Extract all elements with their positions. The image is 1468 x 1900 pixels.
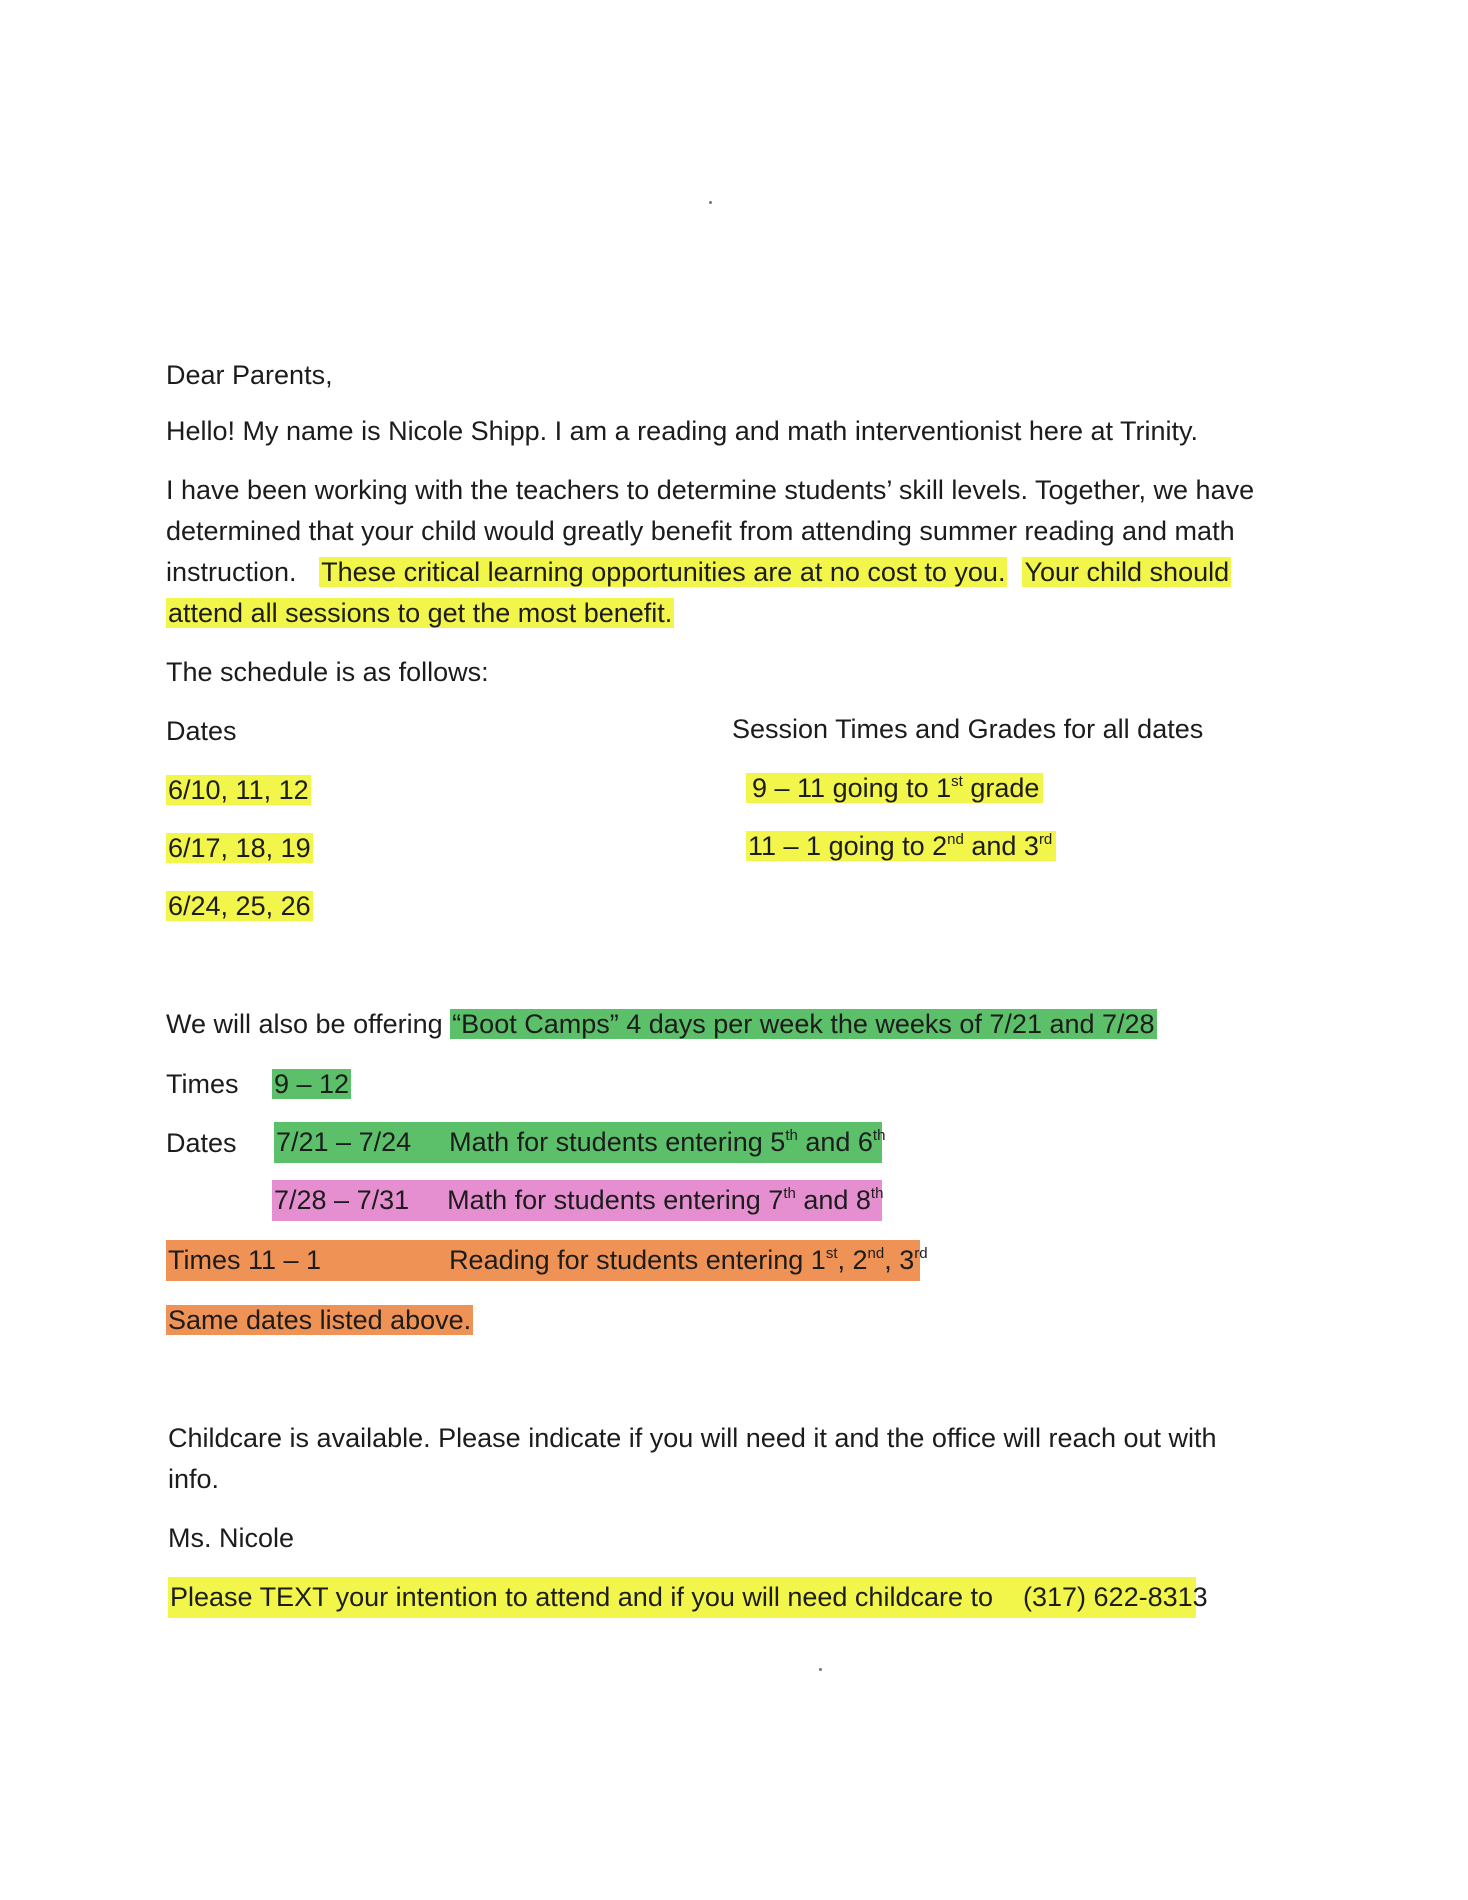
session-time: 9 – 11 going to 1st grade <box>746 768 1043 809</box>
schedule-date: 6/17, 18, 19 <box>168 833 311 863</box>
paragraph-line: I have been working with the teachers to determine students’ skill levels. Together, we have <box>166 475 1255 505</box>
boot-camp-intro: We will also be offering <box>166 1009 443 1039</box>
session-time: 11 – 1 going to 2nd and 3rd <box>746 826 1056 867</box>
text-notice: Please TEXT your intention to attend and if you will need childcare to (317) 622-8313 <box>168 1577 1196 1618</box>
greeting: Dear Parents, <box>166 360 333 390</box>
scan-speck <box>819 1668 822 1671</box>
paragraph-text: instruction. <box>166 557 297 587</box>
schedule-date: 6/24, 25, 26 <box>168 891 311 921</box>
no-cost-highlight: These critical learning opportunities are at no cost to you. <box>321 557 1006 587</box>
same-dates-note: Same dates listed above. <box>168 1305 472 1335</box>
session-times-header: Session Times and Grades for all dates <box>732 714 1204 744</box>
signature: Ms. Nicole <box>168 1523 295 1553</box>
dates-header: Dates <box>166 716 237 746</box>
boot-camp-line <box>166 1004 1157 1045</box>
childcare-line: Childcare is available. Please indicate if you will need it and the office will reach out with <box>168 1423 1217 1453</box>
paragraph-line <box>166 552 1231 593</box>
schedule-date: 6/10, 11, 12 <box>168 775 309 805</box>
intro-paragraph: Hello! My name is Nicole Shipp. I am a reading and math interventionist here at Trinity. <box>166 416 1198 446</box>
paragraph-line: determined that your child would greatly benefit from attending summer reading and math <box>166 516 1235 546</box>
attend-highlight: Your child should <box>1024 557 1230 587</box>
paragraph-line <box>166 593 674 634</box>
boot-camp-highlight: “Boot Camps” 4 days per week the weeks of 7/21 and 7/28 <box>452 1009 1155 1039</box>
math-row-7-8: 7/28 – 7/31 Math for students entering 7th and 8th <box>272 1180 882 1221</box>
phone-number: (317) 622-8313 <box>1023 1582 1208 1612</box>
math-row-5-6: 7/21 – 7/24 Math for students entering 5th and 6th <box>274 1122 882 1163</box>
attend-highlight: attend all sessions to get the most benefit. <box>168 598 673 628</box>
reading-row: Times 11 – 1 Reading for students entering 1st, 2nd, 3rd <box>166 1240 920 1281</box>
schedule-intro: The schedule is as follows: <box>166 657 489 687</box>
childcare-line: info. <box>168 1464 220 1494</box>
boot-camp-times-value: 9 – 12 <box>274 1069 350 1099</box>
scan-speck <box>709 201 712 204</box>
boot-camp-times-label: Times <box>166 1069 239 1099</box>
boot-camp-dates-label: Dates <box>166 1128 237 1158</box>
